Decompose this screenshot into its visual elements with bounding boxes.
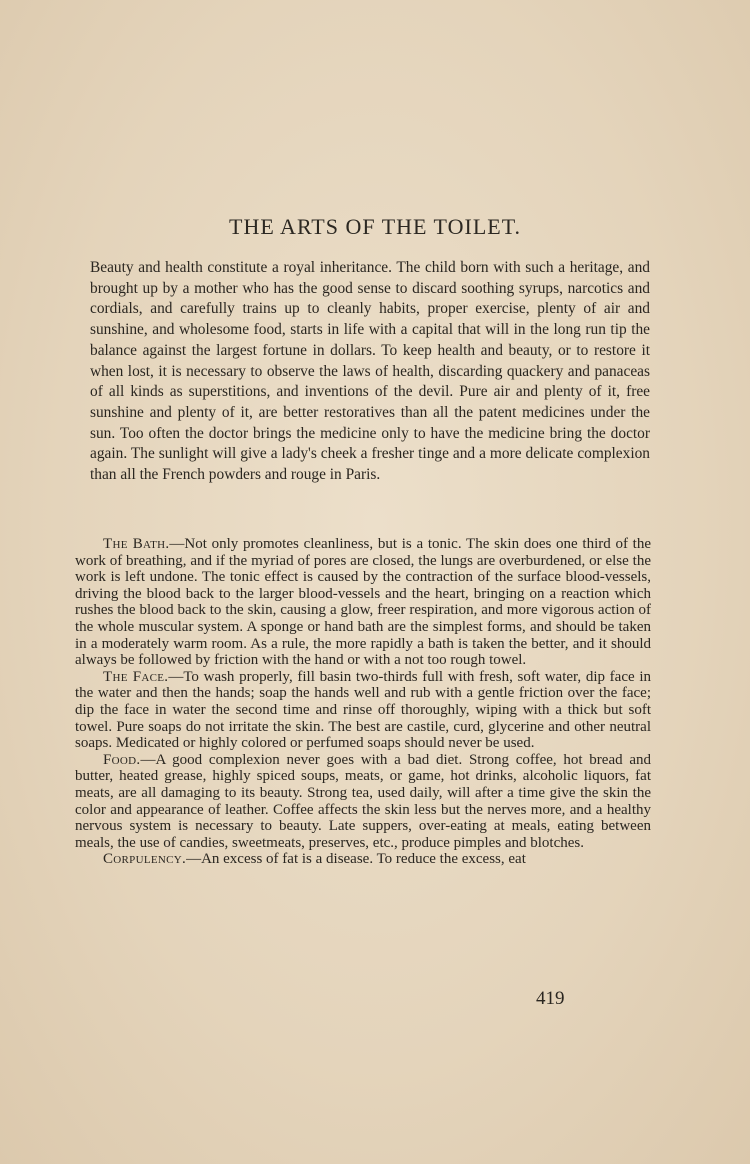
- page-number: 419: [536, 988, 565, 1009]
- section-food: [75, 752, 651, 852]
- section-heading: The Face.: [103, 668, 169, 685]
- section-face: [75, 669, 651, 752]
- section-heading: Corpulency.: [103, 851, 187, 868]
- section-text: —An excess of fat is a disease. To reduce the excess, eat: [186, 851, 526, 868]
- section-text: —A good complexion never goes with a bad diet. Strong coffee, hot bread and butter, heated grease, highly spiced soups, meats, or game, hot drinks, alcoholic liquors, fat meats, are all damaging to its beauty. Strong tea, used daily, will after a time give the skin the color and appearance of leather. Coffee affects the skin less but the nerves more, and a healthy nervous system is necessary to beauty. Late suppers, over-eating at meals, eating between meals, the use of candies, sweetmeats, preserves, etc., produce pimples and blotches.: [75, 751, 651, 851]
- section-bath: [75, 536, 651, 669]
- section-heading: The Bath.: [103, 536, 170, 552]
- section-text: —Not only promotes cleanliness, but is a tonic. The skin does one third of the work of breathing, and if the myriad of pores are closed, the lungs are overburdened, or else the work is left undone. The tonic effect is caused by the contraction of the surface blood-vessels, driving the blood back to the larger blood-vessels and the heart, bringing on a reaction which rushes the blood back to the skin, causing a glow, freer respiration, and more vigorous action of the whole muscular system. A sponge or hand bath are the simplest forms, and should be taken in a moderately warm room. As a rule, the more rapidly a bath is taken the better, and it should always be followed by friction with the hand or with a not too rough towel.: [75, 536, 652, 669]
- section-heading: Food.: [103, 751, 141, 768]
- section-corpulency: [75, 851, 651, 868]
- sections: [75, 536, 651, 868]
- intro-text: Beauty and health constitute a royal inheritance. The child born with such a heritage, and brought up by a mother who has the good sense to discard soothing syrups, narcotics and cordials, and carefully trains up to cleanly habits, proper exercise, plenty of air and sunshine, and wholesome food, starts in life with a capital that will in the long run tip the balance against the largest fortune in dollars. To keep health and beauty, or to restore it when lost, it is necessary to observe the laws of health, discarding quackery and panaceas of all kinds as superstitions, and inventions of the devil. Pure air and plenty of it, free sunshine and plenty of it, are better restoratives than all the patent medicines under the sun. Too often the doctor brings the medicine only to have the medicine bring the doctor again. The sunlight will give a lady's cheek a fresher tinge and a more delicate complexion than all the French powders and rouge in Paris.: [90, 259, 650, 484]
- section-text: —To wash properly, fill basin two-thirds full with fresh, soft water, dip face in the water and then the hands; soap the hands well and rub with a gentle friction over the face; dip the face in water the second time and rinse off thoroughly, wiping with a thick but soft towel. Pure soaps do not irritate the skin. The best are castile, curd, glycerine and other neutral soaps. Medicated or highly colored or perfumed soaps should never be used.: [75, 668, 652, 752]
- chapter-title: THE ARTS OF THE TOILET.: [229, 214, 521, 239]
- intro-paragraph: [90, 258, 650, 486]
